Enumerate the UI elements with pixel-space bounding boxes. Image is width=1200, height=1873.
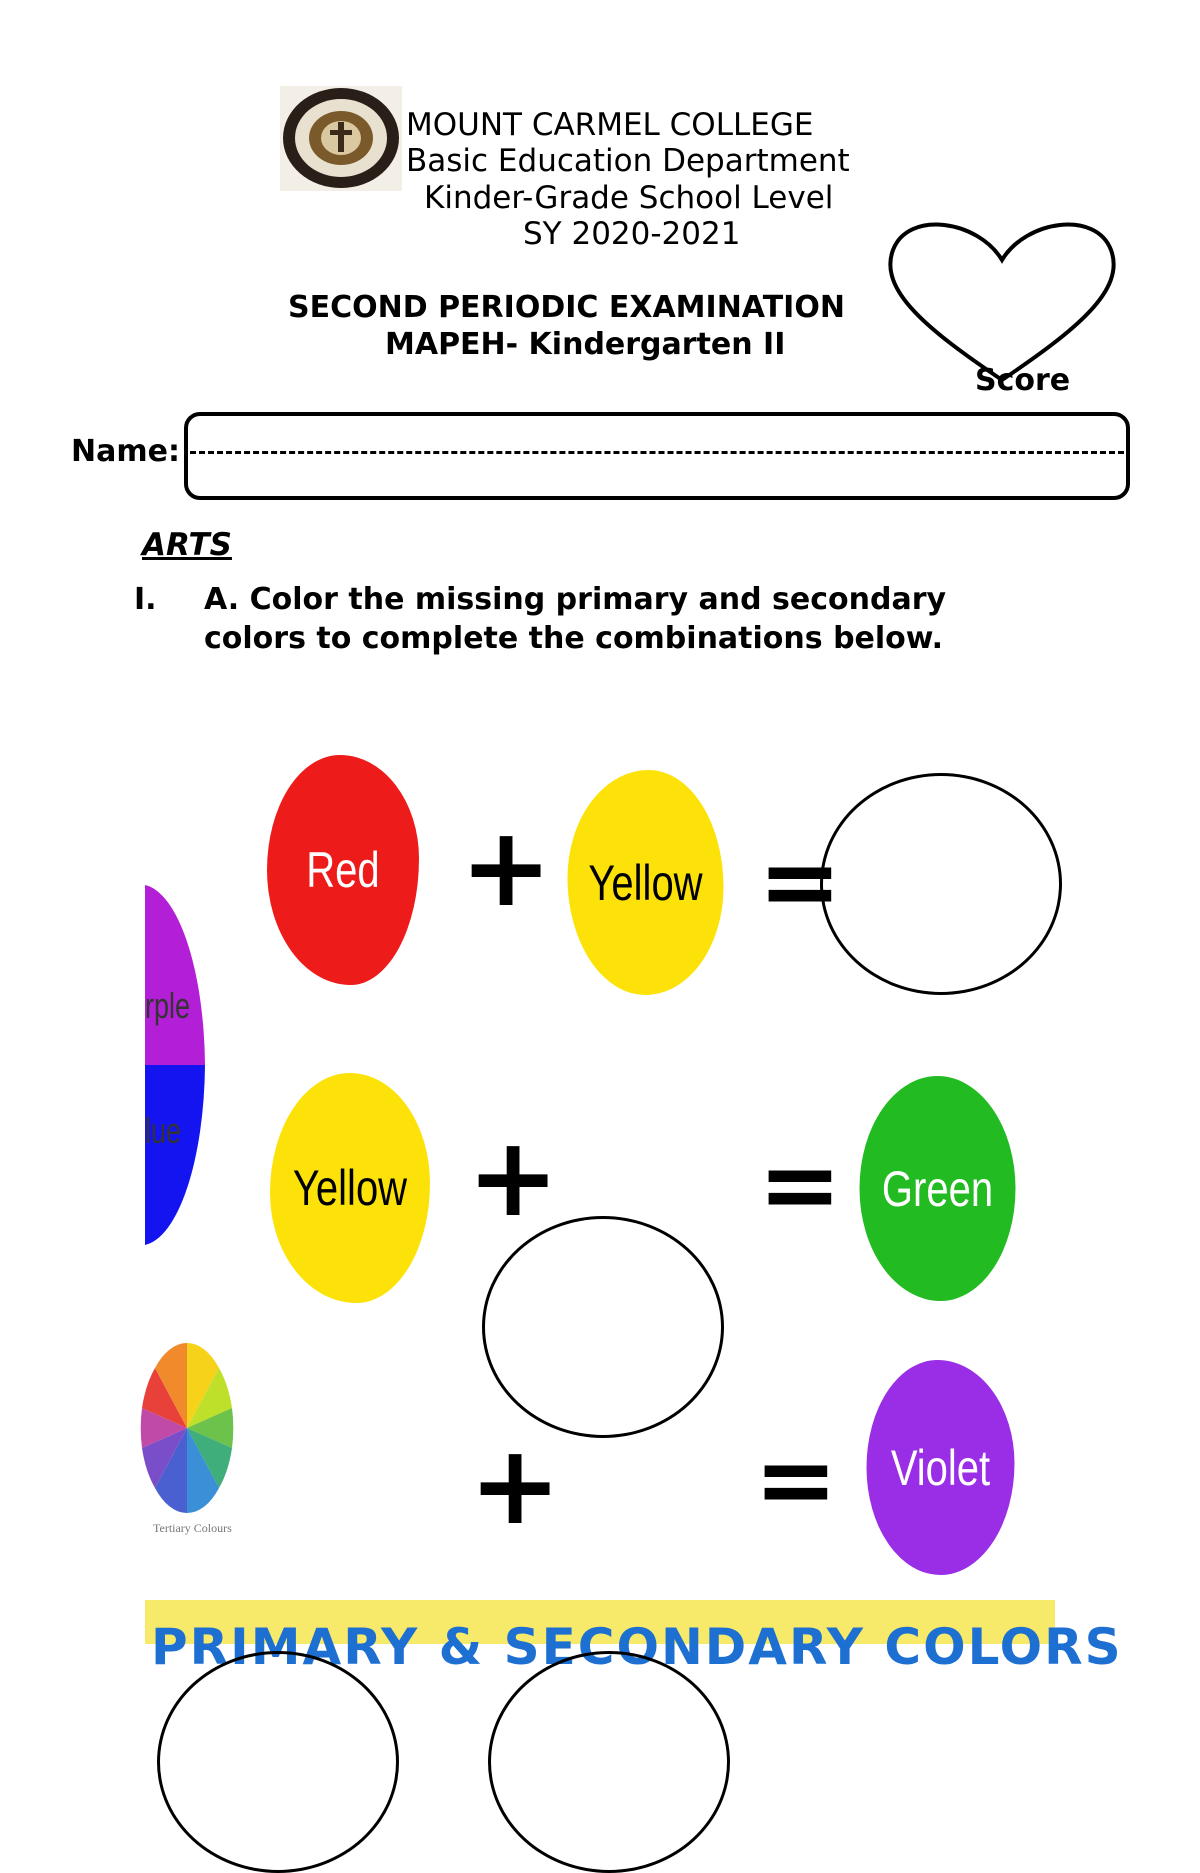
answer-circle-red[interactable] (157, 1651, 399, 1873)
school-logo (280, 86, 402, 191)
primary-secondary-banner (145, 1600, 1123, 1676)
instruction-line-2: colors to complete the combinations below. (204, 621, 943, 656)
plus-sign-3: + (469, 1421, 562, 1549)
answer-circle-green[interactable] (820, 773, 1062, 995)
tertiary-caption: Tertiary Colours (153, 1521, 232, 1535)
answer-circle-blue-2[interactable] (488, 1651, 730, 1873)
name-input-box[interactable] (184, 412, 1130, 500)
equals-sign-3: = (754, 1421, 838, 1538)
color-blob-green (860, 1076, 1016, 1301)
blob-label-red: Red (306, 842, 380, 898)
score-heart (868, 215, 1136, 385)
answer-circle-blue[interactable] (482, 1216, 724, 1438)
equals-sign-2: = (758, 1126, 842, 1243)
school-level: Kinder-Grade School Level (424, 180, 834, 216)
school-year: SY 2020-2021 (523, 216, 741, 252)
department-name: Basic Education Department (406, 143, 850, 179)
score-label: Score (975, 363, 1071, 398)
color-blob-yellow-1 (568, 770, 724, 995)
blob-label-violet: Violet (890, 1439, 991, 1496)
plus-sign-2: + (467, 1113, 560, 1241)
tertiary-wheel-icon (145, 1343, 235, 1513)
wheel-label-blue: lue (145, 1110, 182, 1151)
section-title: ARTS (142, 527, 232, 563)
blob-label-yellow-1: Yellow (588, 854, 703, 911)
name-label: Name: (71, 434, 180, 469)
name-dashed-line (190, 451, 1124, 454)
plus-sign-1: + (460, 803, 553, 931)
wheel-label-purple: rple (145, 985, 191, 1026)
blob-label-yellow-2: Yellow (292, 1160, 408, 1216)
instruction-line-1: A. Color the missing primary and secondary (204, 582, 947, 617)
color-blob-yellow-2 (270, 1073, 430, 1303)
color-blob-violet (867, 1360, 1015, 1575)
instruction-number: I. (134, 582, 157, 617)
equals-sign-1: = (758, 823, 842, 940)
color-blob-red (267, 755, 419, 985)
blob-label-green: Green (881, 1160, 994, 1217)
exam-subject: MAPEH- Kindergarten II (385, 327, 786, 362)
school-name: MOUNT CARMEL COLLEGE (406, 107, 814, 143)
exam-title: SECOND PERIODIC EXAMINATION (288, 290, 845, 325)
color-wheel-fragment (145, 880, 215, 1250)
banner-text: PRIMARY & SECONDARY COLORS (151, 1618, 1123, 1676)
